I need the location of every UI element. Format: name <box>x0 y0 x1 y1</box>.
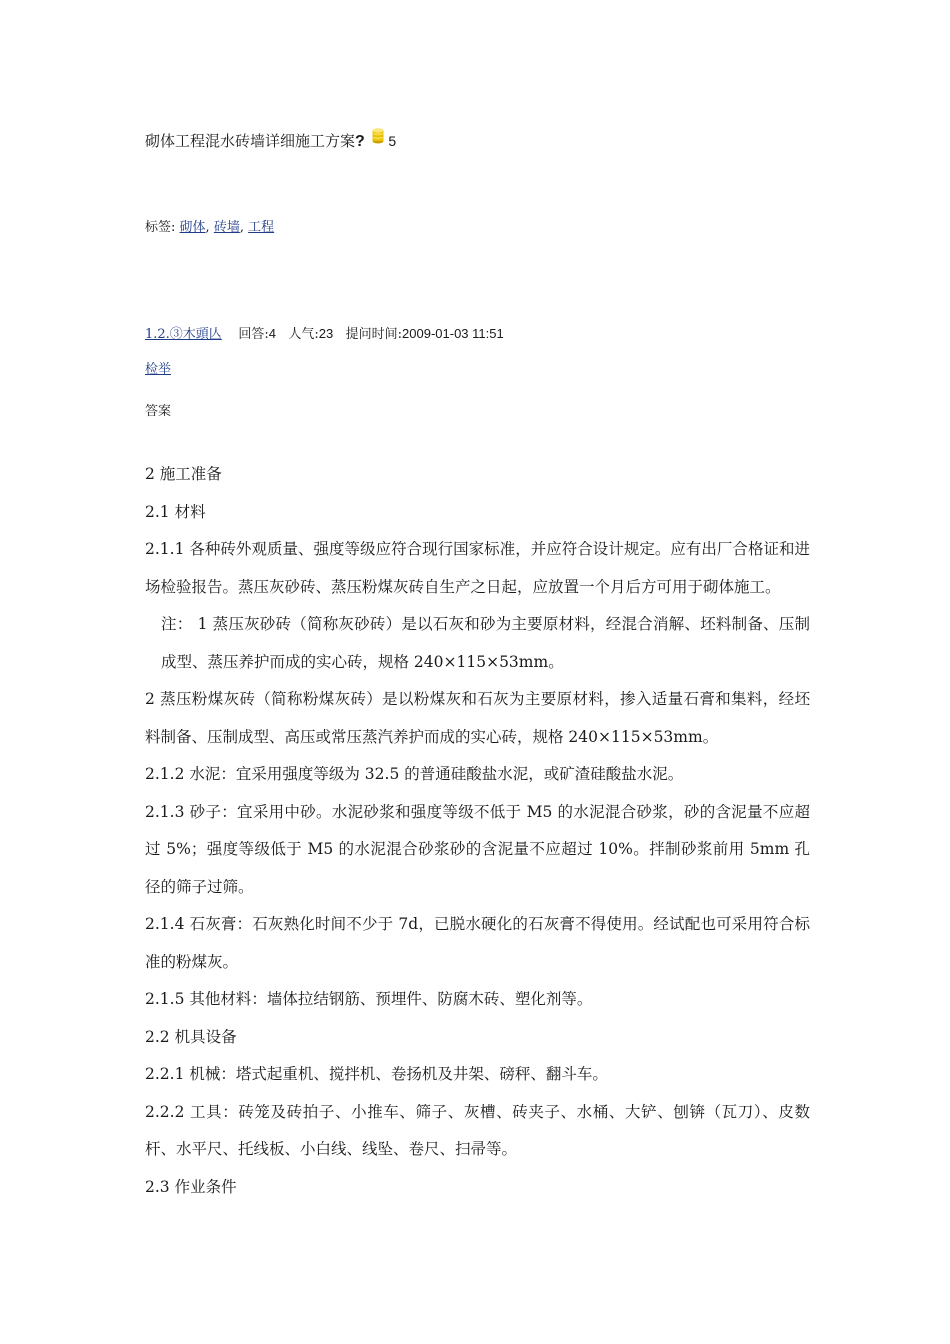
content-paragraph: 2 施工准备 <box>145 465 222 483</box>
popularity-count: 23 <box>318 326 334 341</box>
content-paragraph: 2.1.2 水泥：宜采用强度等级为 32.5 的普通硅酸盐水泥，或矿渣硅酸盐水泥。 <box>145 765 684 783</box>
popularity-label: 人气: <box>288 327 319 342</box>
answers-label: 回答: <box>238 327 269 342</box>
content-paragraph: 2 蒸压粉煤灰砖（简称粉煤灰砖）是以粉煤灰和石灰为主要原材料，掺入适量石膏和集料，经坯料制备、压制成型、高压或常压蒸汽养护而成的实心砖，规格 240×115×53mm。 <box>145 690 810 746</box>
tag-link[interactable]: 砖墙 <box>213 220 240 235</box>
tag-link[interactable]: 砌体 <box>179 220 206 235</box>
question-title-row <box>145 128 396 152</box>
content-paragraph: 2.1.5 其他材料：墙体拉结钢筋、预埋件、防腐木砖、塑化剂等。 <box>145 990 593 1008</box>
content-paragraph: 2.2 机具设备 <box>145 1027 237 1046</box>
content-paragraph: 2.1 材料 <box>145 502 206 521</box>
question-meta <box>145 325 504 344</box>
content-paragraph: 注： 1 蒸压灰砂砖（简称灰砂砖）是以石灰和砂为主要原材料，经混合消解、坯料制备、压制成型、蒸压养护而成的实心砖，规格 240×115×53mm。 <box>161 615 810 671</box>
content-paragraph: 2.1.1 各种砖外观质量、强度等级应符合现行国家标准，并应符合设计规定。应有出厂合格证和进场检验报告。蒸压灰砂砖、蒸压粉煤灰砖自生产之日起，应放置一个月后方可用于砌体施工。 <box>145 540 810 596</box>
reward-points: 5 <box>388 133 397 149</box>
question-time: 2009-01-03 11:51 <box>402 326 504 341</box>
content-paragraph: 2.2.1 机械：塔式起重机、搅拌机、卷扬机及井架、磅秤、翻斗车。 <box>145 1065 608 1083</box>
tag-link[interactable]: 工程 <box>248 220 275 235</box>
coin-stack-icon <box>372 128 384 144</box>
answer-content <box>145 456 810 1206</box>
tag-separator: , <box>205 220 210 235</box>
content-paragraph: 2.1.4 石灰膏：石灰熟化时间不少于 7d，已脱水硬化的石灰膏不得使用。经试配也可采用符合标准的粉煤灰。 <box>145 915 810 971</box>
question-title: 砌体工程混水砖墙详细施工方案 <box>145 132 356 150</box>
tags-label: 标签: <box>145 220 176 235</box>
answers-count: 4 <box>268 326 276 341</box>
tag-separator: , <box>239 220 244 235</box>
time-label: 提问时间: <box>345 327 403 342</box>
question-mark: ? <box>355 133 365 150</box>
author-link[interactable]: 1.2.③木頭亾 <box>145 327 222 342</box>
answer-heading: 答案 <box>145 404 172 419</box>
report-row <box>145 361 171 379</box>
content-paragraph: 2.1.3 砂子：宜采用中砂。水泥砂浆和强度等级不低于 M5 的水泥混合砂浆，砂的含泥量不应超过 5%；强度等级低于 M5 的水泥混合砂浆砂的含泥量不应超过 10%。拌制砂浆前用 5mm 孔径的筛子过筛。 <box>145 802 810 896</box>
report-link[interactable]: 检举 <box>145 362 172 377</box>
content-paragraph: 2.2.2 工具：砖笼及砖拍子、小推车、筛子、灰槽、砖夹子、水桶、大铲、刨锛（瓦刀）、皮数杆、水平尺、托线板、小白线、线坠、卷尺、扫帚等。 <box>145 1102 810 1158</box>
content-paragraph: 2.3 作业条件 <box>145 1177 237 1196</box>
tags-row <box>145 219 274 237</box>
